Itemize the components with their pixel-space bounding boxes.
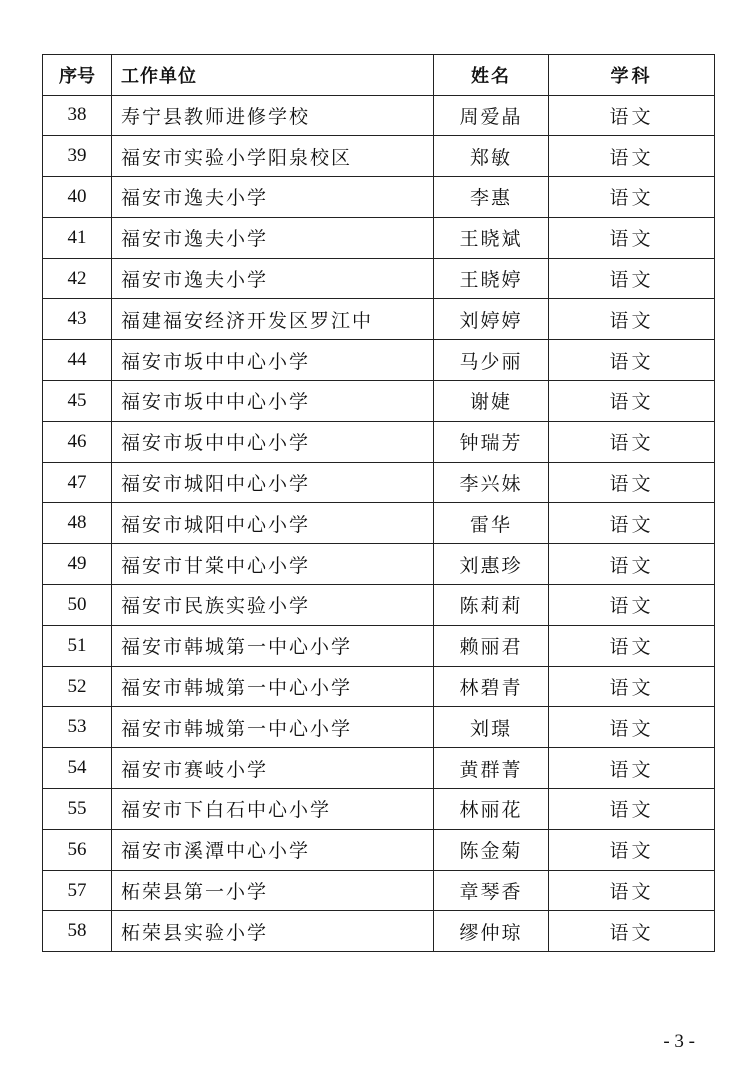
table-row bbox=[43, 340, 715, 381]
cell-serial-number: 56 bbox=[43, 829, 112, 870]
cell-teacher-name: 刘婷婷 bbox=[434, 299, 549, 340]
table-row bbox=[43, 503, 715, 544]
cell-work-unit: 福安市甘棠中心小学 bbox=[112, 544, 434, 585]
table-header bbox=[43, 55, 715, 96]
cell-work-unit: 福安市民族实验小学 bbox=[112, 585, 434, 626]
table-row bbox=[43, 381, 715, 422]
table-row bbox=[43, 462, 715, 503]
cell-teacher-name: 刘璟 bbox=[434, 707, 549, 748]
cell-serial-number: 48 bbox=[43, 503, 112, 544]
cell-subject: 语文 bbox=[549, 911, 715, 952]
table-row bbox=[43, 870, 715, 911]
cell-serial-number: 51 bbox=[43, 625, 112, 666]
cell-serial-number: 50 bbox=[43, 585, 112, 626]
cell-teacher-name: 李惠 bbox=[434, 177, 549, 218]
cell-teacher-name: 李兴妹 bbox=[434, 462, 549, 503]
cell-serial-number: 41 bbox=[43, 217, 112, 258]
table-row bbox=[43, 911, 715, 952]
cell-teacher-name: 黄群菁 bbox=[434, 748, 549, 789]
table-row bbox=[43, 625, 715, 666]
cell-serial-number: 54 bbox=[43, 748, 112, 789]
cell-subject: 语文 bbox=[549, 585, 715, 626]
cell-work-unit: 福安市城阳中心小学 bbox=[112, 462, 434, 503]
cell-teacher-name: 雷华 bbox=[434, 503, 549, 544]
header-subject: 学科 bbox=[549, 55, 715, 96]
cell-subject: 语文 bbox=[549, 544, 715, 585]
cell-work-unit: 福安市韩城第一中心小学 bbox=[112, 707, 434, 748]
cell-subject: 语文 bbox=[549, 707, 715, 748]
cell-serial-number: 43 bbox=[43, 299, 112, 340]
cell-work-unit: 福安市坂中中心小学 bbox=[112, 421, 434, 462]
table-row bbox=[43, 258, 715, 299]
cell-teacher-name: 王晓斌 bbox=[434, 217, 549, 258]
cell-serial-number: 39 bbox=[43, 136, 112, 177]
cell-teacher-name: 陈金菊 bbox=[434, 829, 549, 870]
cell-work-unit: 柘荣县实验小学 bbox=[112, 911, 434, 952]
cell-work-unit: 福安市赛岐小学 bbox=[112, 748, 434, 789]
cell-work-unit: 福安市实验小学阳泉校区 bbox=[112, 136, 434, 177]
cell-subject: 语文 bbox=[549, 340, 715, 381]
table-row bbox=[43, 544, 715, 585]
cell-subject: 语文 bbox=[549, 829, 715, 870]
cell-subject: 语文 bbox=[549, 462, 715, 503]
cell-work-unit: 福安市韩城第一中心小学 bbox=[112, 625, 434, 666]
cell-teacher-name: 缪仲琼 bbox=[434, 911, 549, 952]
teacher-roster-table bbox=[42, 54, 715, 952]
cell-work-unit: 福安市坂中中心小学 bbox=[112, 340, 434, 381]
cell-teacher-name: 林丽花 bbox=[434, 789, 549, 830]
cell-subject: 语文 bbox=[549, 381, 715, 422]
table-row bbox=[43, 789, 715, 830]
cell-teacher-name: 刘惠珍 bbox=[434, 544, 549, 585]
cell-serial-number: 49 bbox=[43, 544, 112, 585]
cell-subject: 语文 bbox=[549, 789, 715, 830]
table-row bbox=[43, 829, 715, 870]
cell-serial-number: 45 bbox=[43, 381, 112, 422]
table-row bbox=[43, 585, 715, 626]
cell-subject: 语文 bbox=[549, 666, 715, 707]
cell-subject: 语文 bbox=[549, 503, 715, 544]
cell-subject: 语文 bbox=[549, 299, 715, 340]
cell-subject: 语文 bbox=[549, 217, 715, 258]
cell-teacher-name: 陈莉莉 bbox=[434, 585, 549, 626]
cell-work-unit: 福安市逸夫小学 bbox=[112, 177, 434, 218]
cell-serial-number: 44 bbox=[43, 340, 112, 381]
cell-subject: 语文 bbox=[549, 870, 715, 911]
cell-serial-number: 57 bbox=[43, 870, 112, 911]
page-number: - 3 - bbox=[663, 1031, 695, 1052]
cell-teacher-name: 郑敏 bbox=[434, 136, 549, 177]
cell-subject: 语文 bbox=[549, 421, 715, 462]
cell-work-unit: 福建福安经济开发区罗江中 bbox=[112, 299, 434, 340]
cell-subject: 语文 bbox=[549, 95, 715, 136]
table-row bbox=[43, 299, 715, 340]
table-body bbox=[43, 95, 715, 952]
cell-teacher-name: 赖丽君 bbox=[434, 625, 549, 666]
cell-teacher-name: 马少丽 bbox=[434, 340, 549, 381]
cell-serial-number: 38 bbox=[43, 95, 112, 136]
cell-serial-number: 47 bbox=[43, 462, 112, 503]
cell-work-unit: 寿宁县教师进修学校 bbox=[112, 95, 434, 136]
cell-work-unit: 福安市下白石中心小学 bbox=[112, 789, 434, 830]
cell-work-unit: 柘荣县第一小学 bbox=[112, 870, 434, 911]
cell-work-unit: 福安市逸夫小学 bbox=[112, 217, 434, 258]
cell-subject: 语文 bbox=[549, 177, 715, 218]
cell-subject: 语文 bbox=[549, 136, 715, 177]
cell-work-unit: 福安市溪潭中心小学 bbox=[112, 829, 434, 870]
cell-teacher-name: 谢婕 bbox=[434, 381, 549, 422]
table-row bbox=[43, 217, 715, 258]
cell-serial-number: 52 bbox=[43, 666, 112, 707]
header-serial-number: 序号 bbox=[43, 55, 112, 96]
cell-teacher-name: 林碧青 bbox=[434, 666, 549, 707]
cell-serial-number: 46 bbox=[43, 421, 112, 462]
header-row bbox=[43, 55, 715, 96]
cell-subject: 语文 bbox=[549, 258, 715, 299]
cell-serial-number: 42 bbox=[43, 258, 112, 299]
cell-serial-number: 55 bbox=[43, 789, 112, 830]
cell-teacher-name: 周爱晶 bbox=[434, 95, 549, 136]
cell-subject: 语文 bbox=[549, 748, 715, 789]
cell-work-unit: 福安市城阳中心小学 bbox=[112, 503, 434, 544]
table-row bbox=[43, 177, 715, 218]
cell-teacher-name: 章琴香 bbox=[434, 870, 549, 911]
header-name: 姓名 bbox=[434, 55, 549, 96]
table-row bbox=[43, 748, 715, 789]
table-row bbox=[43, 707, 715, 748]
cell-serial-number: 53 bbox=[43, 707, 112, 748]
cell-teacher-name: 钟瑞芳 bbox=[434, 421, 549, 462]
table-row bbox=[43, 421, 715, 462]
header-work-unit: 工作单位 bbox=[112, 55, 434, 96]
table-row bbox=[43, 136, 715, 177]
cell-work-unit: 福安市韩城第一中心小学 bbox=[112, 666, 434, 707]
cell-serial-number: 40 bbox=[43, 177, 112, 218]
cell-work-unit: 福安市坂中中心小学 bbox=[112, 381, 434, 422]
cell-teacher-name: 王晓婷 bbox=[434, 258, 549, 299]
table-row bbox=[43, 666, 715, 707]
cell-subject: 语文 bbox=[549, 625, 715, 666]
cell-work-unit: 福安市逸夫小学 bbox=[112, 258, 434, 299]
cell-serial-number: 58 bbox=[43, 911, 112, 952]
document-sheet bbox=[42, 54, 715, 952]
table-row bbox=[43, 95, 715, 136]
